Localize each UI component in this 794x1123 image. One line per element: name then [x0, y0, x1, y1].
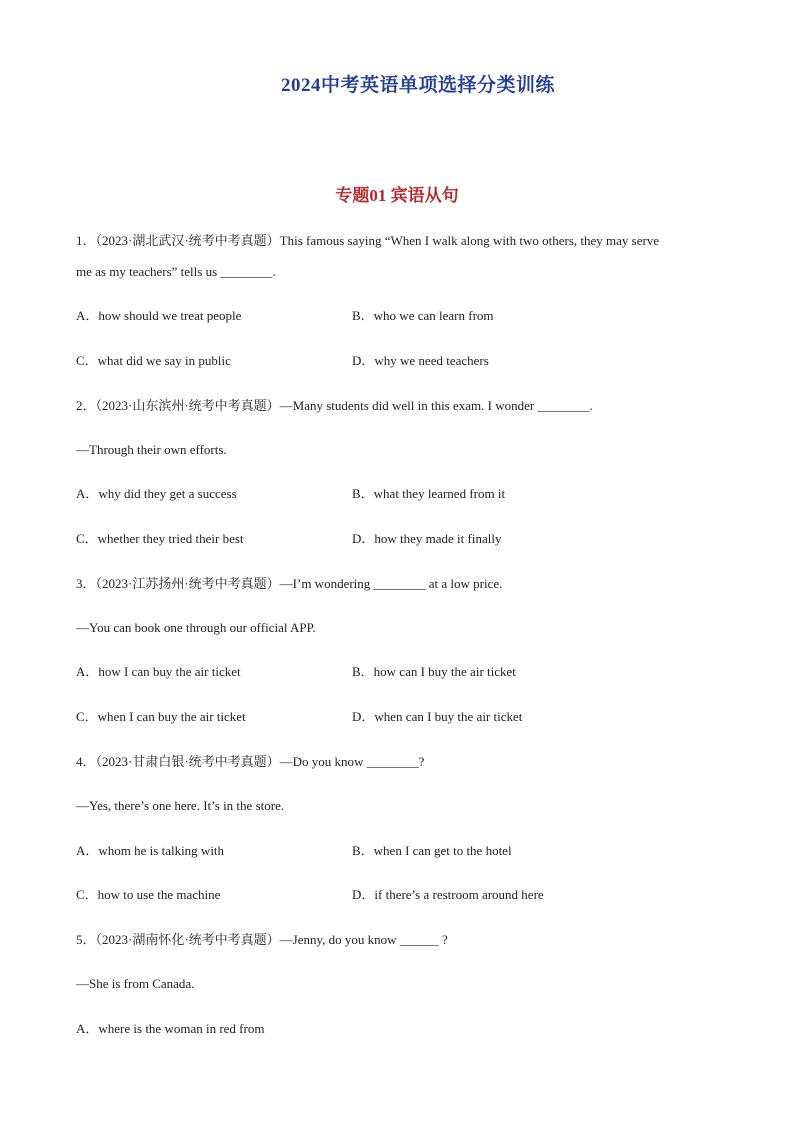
question-1-stem-cont: me as my teachers” tells us ________. [76, 264, 276, 279]
question-2-option-b: B．what they learned from it [352, 486, 506, 501]
question-3-option-b: B．how can I buy the air ticket [352, 664, 516, 679]
question-3-option-d: D．when can I buy the air ticket [352, 709, 523, 724]
question-1-option-b: B．who we can learn from [352, 308, 494, 323]
question-5-answer-line: —She is from Canada. [76, 976, 195, 991]
question-4-option-d: D．if there’s a restroom around here [352, 887, 544, 902]
question-1-option-a: A．how should we treat people [76, 308, 242, 323]
question-3-answer-line: —You can book one through our official APP. [76, 620, 316, 635]
question-5-stem: 5．（2023·湖南怀化·统考中考真题）—Jenny, do you know ______ ? [76, 932, 448, 947]
question-4-option-c: C．how to use the machine [76, 887, 221, 902]
question-2-option-d: D．how they made it finally [352, 531, 502, 546]
document-title: 2024中考英语单项选择分类训练 [280, 75, 555, 96]
question-2-stem: 2．（2023·山东滨州·统考中考真题）—Many students did well in this exam. I wonder ________. [76, 398, 593, 413]
question-1-option-c: C．what did we say in public [76, 353, 231, 368]
question-3-option-c: C．when I can buy the air ticket [76, 709, 246, 724]
question-4-stem: 4．（2023·甘肃白银·统考中考真题）—Do you know ________? [76, 754, 425, 769]
question-2-option-a: A．why did they get a success [76, 486, 237, 501]
question-1-option-d: D．why we need teachers [352, 353, 489, 368]
question-4-option-b: B．when I can get to the hotel [352, 843, 512, 858]
question-4-answer-line: —Yes, there’s one here. It’s in the store. [76, 798, 285, 813]
question-3-option-a: A．how I can buy the air ticket [76, 664, 241, 679]
question-2-answer-line: —Through their own efforts. [76, 442, 227, 457]
question-3-stem: 3．（2023·江苏扬州·统考中考真题）—I’m wondering ________ at a low price. [76, 576, 503, 591]
section-title: 专题01 宾语从句 [335, 186, 459, 205]
question-5-option-a: A．where is the woman in red from [76, 1021, 265, 1036]
question-4-option-a: A．whom he is talking with [76, 843, 225, 858]
question-2-option-c: C．whether they tried their best [76, 531, 244, 546]
question-1-stem: 1．（2023·湖北武汉·统考中考真题）This famous saying “When I walk along with two others, they may serve [76, 233, 660, 248]
